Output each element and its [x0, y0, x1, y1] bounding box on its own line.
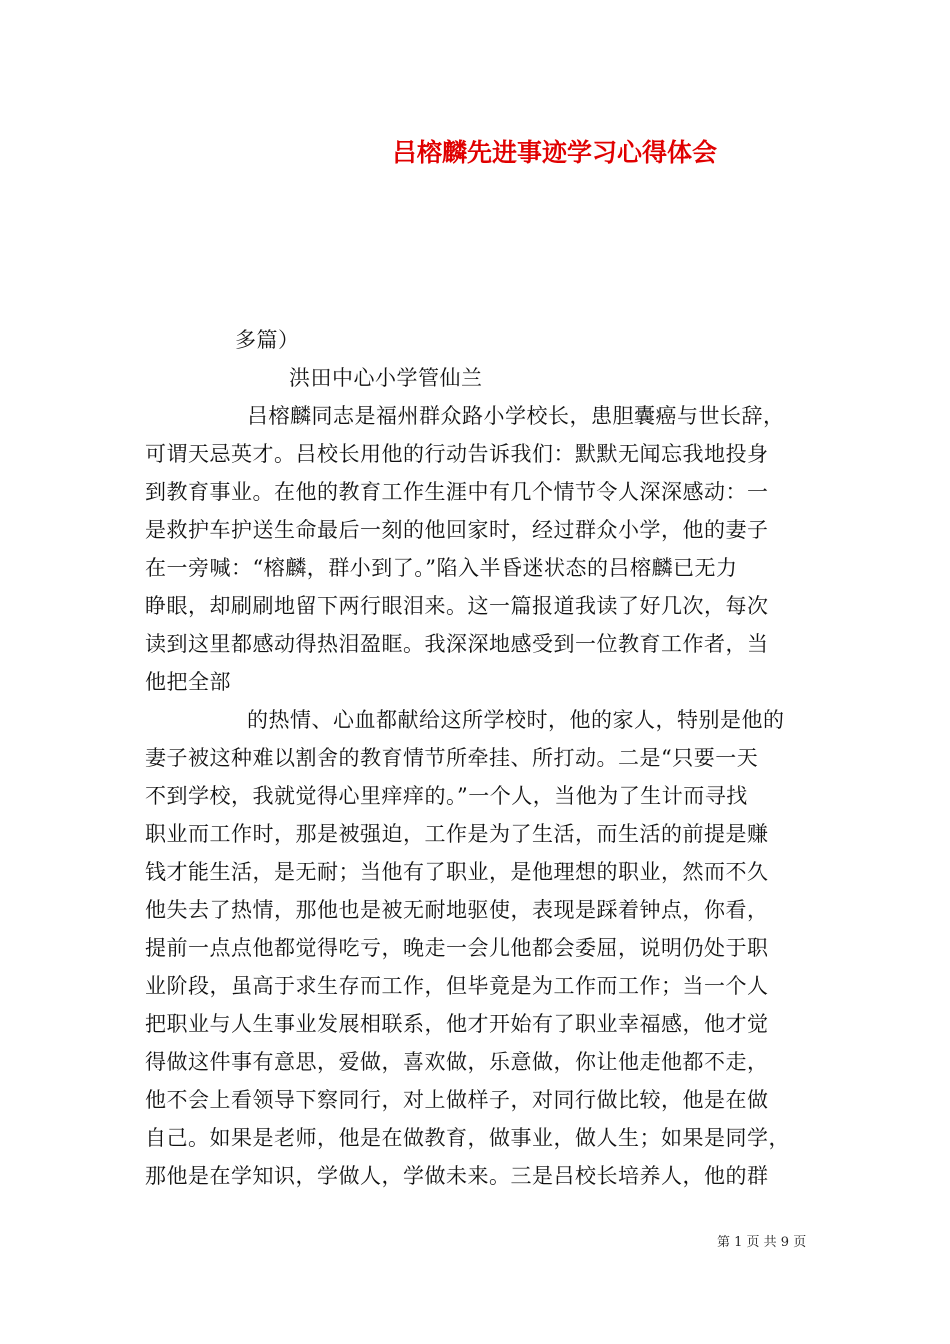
page-number: 第 1 页 共 9 页: [717, 1235, 807, 1250]
paragraph-line: 自己。如果是老师，他是在做教育，做事业，做人生；如果是同学，: [145, 1126, 790, 1150]
paragraph-line: 是救护车护送生命最后一刻的他回家时，经过群众小学，他的妻子: [145, 518, 769, 542]
paragraph-line: 妻子被这种难以割舍的教育情节所牵挂、所打动。二是“只要一天: [145, 746, 759, 770]
document-title: 吕榕麟先进事迹学习心得体会: [392, 138, 718, 167]
paragraph-line: 吕榕麟同志是福州群众路小学校长，患胆囊癌与世长辞，: [247, 404, 785, 428]
paragraph-line: 业阶段，虽高于求生存而工作，但毕竟是为工作而工作；当一个人: [145, 974, 769, 998]
paragraph-line: 提前一点点他都觉得吃亏，晚走一会儿他都会委屈，说明仍处于职: [145, 936, 769, 960]
paragraph-line: 在一旁喊：“榕麟，群小到了。”陷入半昏迷状态的吕榕麟已无力: [145, 556, 738, 580]
subtitle-text: 多篇）: [235, 328, 300, 352]
paragraph-line: 读到这里都感动得热泪盈眶。我深深地感受到一位教育工作者，当: [145, 632, 769, 656]
paragraph-line: 到教育事业。在他的教育工作生涯中有几个情节令人深深感动：一: [145, 480, 769, 504]
paragraph-line: 他不会上看领导下察同行，对上做样子，对同行做比较，他是在做: [145, 1088, 769, 1112]
paragraph-line: 的热情、心血都献给这所学校时，他的家人，特别是他的: [247, 708, 785, 732]
paragraph-line: 得做这件事有意思，爱做，喜欢做，乐意做，你让他走他都不走，: [145, 1050, 769, 1074]
paragraph-line: 把职业与人生事业发展相联系，他才开始有了职业幸福感，他才觉: [145, 1012, 769, 1036]
paragraph-line: 他失去了热情，那他也是被无耐地驱使，表现是踩着钟点，你看，: [145, 898, 769, 922]
paragraph-line: 那他是在学知识，学做人，学做未来。三是吕校长培养人，他的群: [145, 1164, 769, 1188]
paragraph-line: 睁眼，却刷刷地留下两行眼泪来。这一篇报道我读了好几次，每次: [145, 594, 769, 618]
paragraph-line: 不到学校，我就觉得心里痒痒的。”一个人，当他为了生计而寻找: [145, 784, 748, 808]
paragraph-line: 他把全部: [145, 670, 231, 694]
paragraph-line: 钱才能生活，是无耐；当他有了职业，是他理想的职业，然而不久: [145, 860, 769, 884]
author-line: 洪田中心小学管仙兰: [289, 366, 483, 390]
paragraph-line: 可谓天忌英才。吕校长用他的行动告诉我们：默默无闻忘我地投身: [145, 442, 769, 466]
paragraph-line: 职业而工作时，那是被强迫，工作是为了生活，而生活的前提是赚: [145, 822, 769, 846]
